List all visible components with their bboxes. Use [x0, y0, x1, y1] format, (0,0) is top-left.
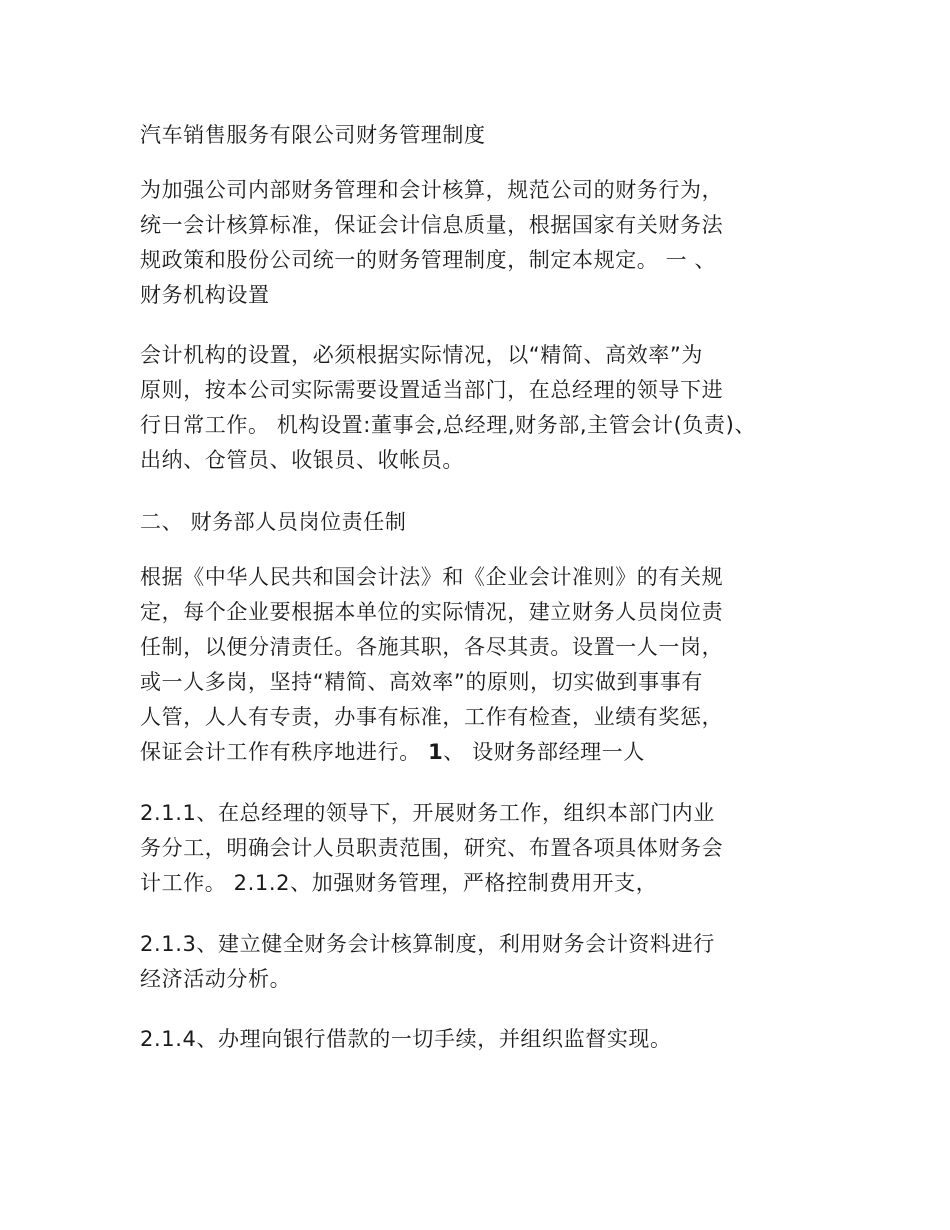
paragraph-organization — [140, 338, 756, 478]
text-line: 2.1.3、建立健全财务会计核算制度，利用财务会计资料进行 — [140, 932, 715, 956]
line-suffix: 、 设财务部经理一人 — [443, 740, 645, 764]
text-line-final — [140, 735, 723, 770]
paragraph-2-1-3 — [140, 927, 715, 997]
line-prefix: 保证会计工作有秩序地进行。 — [140, 740, 429, 764]
text-line: 定，每个企业要根据本单位的实际情况，建立财务人员岗位责 — [140, 600, 724, 624]
text-line: 2.1.1、在总经理的领导下，开展财务工作，组织本部门内业 — [140, 801, 715, 825]
paragraph-intro — [140, 173, 723, 313]
text-line: 2.1.4、办理向银行借款的一切手续，并组织监督实现。 — [140, 1027, 672, 1051]
section-heading-2 — [140, 505, 406, 540]
text-line: 任制，以便分清责任。各施其职，各尽其责。设置一人一岗， — [140, 635, 724, 659]
document-title — [140, 118, 486, 153]
item-number: 1 — [428, 740, 444, 764]
heading-line: 二、 财务部人员岗位责任制 — [140, 510, 407, 534]
paragraph-2-1-4 — [140, 1022, 672, 1057]
title-line: 汽车销售服务有限公司财务管理制度 — [140, 123, 486, 147]
text-line: 统一会计核算标准，保证会计信息质量，根据国家有关财务法 — [140, 213, 724, 237]
text-line: 计工作。 2.1.2、加强财务管理，严格控制费用开支， — [140, 871, 658, 895]
text-line: 规政策和股份公司统一的财务管理制度，制定本规定。 一 、 — [140, 248, 717, 272]
text-line: 出纳、仓管员、收银员、收帐员。 — [140, 448, 464, 472]
paragraph-responsibility — [140, 560, 723, 770]
text-line: 根据《中华人民共和国会计法》和《企业会计准则》的有关规 — [140, 565, 724, 589]
text-line: 务分工，明确会计人员职责范围，研究、布置各项具体财务会 — [140, 836, 724, 860]
text-line: 人管，人人有专责，办事有标准，工作有检查，业绩有奖惩， — [140, 705, 724, 729]
text-line: 原则，按本公司实际需要设置适当部门，在总经理的领导下进 — [140, 378, 724, 402]
text-line: 或一人多岗，坚持“精简、高效率”的原则，切实做到事事有 — [140, 670, 703, 694]
text-line: 财务机构设置 — [140, 283, 270, 307]
text-line: 会计机构的设置，必须根据实际情况，以“精简、高效率”为 — [140, 343, 703, 367]
paragraph-2-1-1 — [140, 796, 723, 901]
text-line: 为加强公司内部财务管理和会计核算，规范公司的财务行为， — [140, 178, 724, 202]
text-line: 经济活动分析。 — [140, 967, 292, 991]
text-line: 行日常工作。 机构设置:董事会,总经理,财务部,主管会计(负责)、 — [140, 413, 756, 437]
